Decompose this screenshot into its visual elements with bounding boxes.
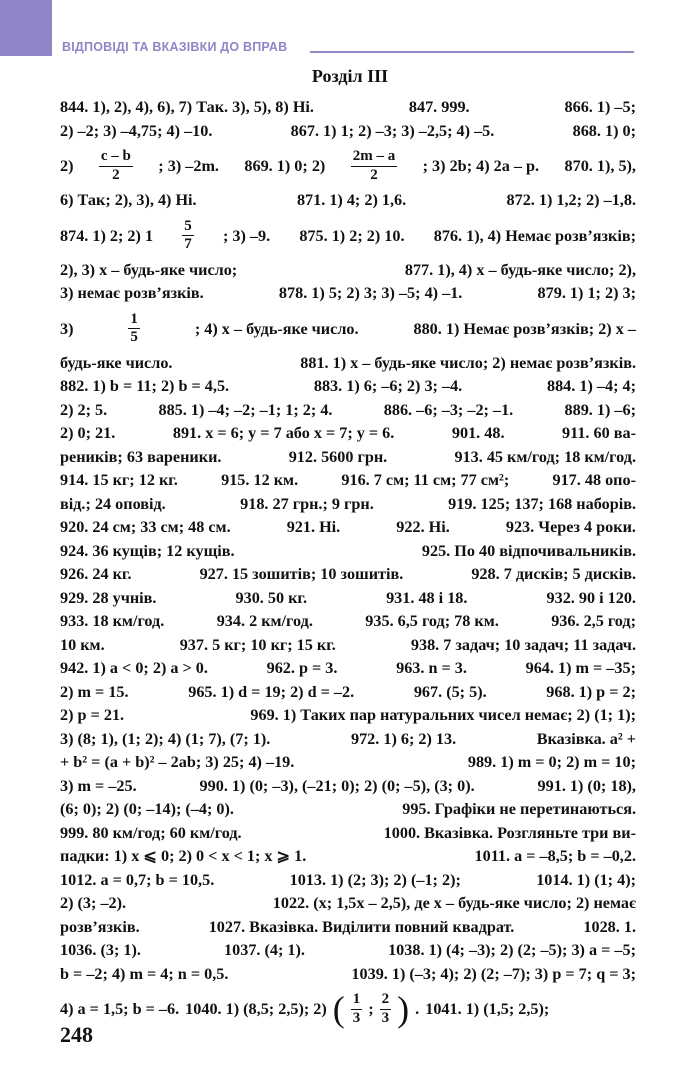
fraction: $\frac{2m - a}{2}$ [352, 148, 396, 183]
text-line [60, 798, 636, 822]
text-segment: 868. 1) 0; [572, 121, 636, 140]
text-line [60, 375, 636, 399]
text-line [60, 189, 636, 213]
text-line [60, 469, 636, 493]
text-line [60, 986, 636, 1032]
text-line [60, 916, 636, 940]
text-segment: 962. p = 3. [266, 659, 338, 677]
text-segment: 4) a = 1,5; b = –6. [60, 1000, 180, 1018]
text-segment: 1038. 1) (4; –3); 2) (2; –5); 3) a = –5; [388, 941, 636, 959]
text-segment: 912. 5600 грн. [288, 447, 388, 466]
text-segment: 990. 1) (0; –3), (–21; 0); 2) (0; –5), (3; 0). [199, 776, 475, 795]
text-segment: 879. 1) 1; 2) 3; [537, 284, 636, 302]
text-line [60, 775, 636, 799]
text-segment: 880. 1) Немає розв’язків; 2) x – [413, 319, 636, 338]
text-line [60, 610, 636, 634]
text-line [60, 939, 636, 963]
text-segment: 2) (3; –2). [60, 894, 127, 912]
text-segment: 925. По 40 відпочивальників. [421, 541, 636, 560]
text-segment: 932. 90 і 120. [546, 588, 636, 607]
text-segment: ; [368, 1000, 374, 1018]
text-line [60, 399, 636, 423]
text-segment: b = –2; 4) m = 4; n = 0,5. [60, 964, 229, 983]
text-segment: 3) (8; 1), (1; 2); 4) (1; 7), (7; 1). [60, 729, 271, 748]
text-segment: 917. 48 опо- [552, 471, 636, 489]
text-line [60, 845, 636, 869]
text-segment: 921. Ні. [286, 518, 341, 536]
text-line [60, 446, 636, 470]
text-segment: розв’язків. [60, 917, 140, 936]
text-segment: 926. 24 кг. [60, 565, 132, 583]
text-segment: 929. 28 учнів. [60, 588, 157, 607]
text-segment: 923. Через 4 роки. [505, 518, 636, 536]
text-segment: 871. 1) 4; 2) 1,6. [296, 191, 407, 209]
text-segment: 935. 6,5 год; 78 км. [365, 612, 499, 630]
text-line [60, 657, 636, 681]
text-segment: 1041. 1) (1,5; 2,5); [425, 1000, 550, 1018]
text-line [60, 728, 636, 752]
text-line [60, 306, 636, 352]
text-segment: 927. 15 зошитів; 10 зошитів. [199, 565, 404, 583]
text-segment: 876. 1), 4) Немає розв’язків; [433, 226, 636, 245]
text-segment: 967. (5; 5). [413, 682, 487, 701]
text-segment: 914. 15 кг; 12 кг. [60, 471, 178, 489]
corner-accent-block [0, 0, 52, 56]
text-line [60, 869, 636, 893]
text-segment: 942. 1) a < 0; 2) a > 0. [60, 659, 208, 677]
text-segment: 1027. Вказівка. Виділити повний квадрат. [208, 917, 515, 936]
big-parenthesis: ( [332, 989, 345, 1029]
answers-text [60, 96, 636, 1032]
text-segment: 936. 2,5 год; [551, 612, 636, 630]
text-segment: 891. x = 6; y = 7 або x = 7; y = 6. [172, 424, 395, 442]
text-segment: 878. 1) 5; 2) 3; 3) –5; 4) –1. [278, 284, 463, 302]
text-segment: реників; 63 вареники. [60, 447, 222, 466]
text-line [60, 892, 636, 916]
text-segment: 889. 1) –6; [564, 400, 636, 419]
text-line [60, 681, 636, 705]
text-segment: 913. 45 км/год; 18 км/год. [454, 447, 636, 466]
text-segment: 2) 2; 5. [60, 400, 108, 419]
fraction: $\frac{c - b}{2}$ [100, 148, 131, 183]
text-segment: 922. Ні. [396, 518, 450, 536]
text-segment: 965. 1) d = 19; 2) d = –2. [188, 682, 355, 701]
text-segment: 919. 125; 137; 168 наборів. [448, 494, 636, 513]
text-segment: Вказівка. a² + [536, 729, 636, 748]
text-line [60, 96, 636, 120]
fraction: $\frac{2}{3}$ [381, 991, 390, 1026]
fraction: $\frac{5}{7}$ [184, 217, 192, 252]
text-segment: 963. n = 3. [396, 659, 467, 677]
text-line [60, 352, 636, 376]
text-segment: 1012. a = 0,7; b = 10,5. [60, 870, 215, 889]
text-segment: (6; 0); 2) (0; –14); (–4; 0). [60, 800, 234, 818]
text-segment: 924. 36 кущів; 12 кущів. [60, 541, 235, 560]
text-segment: 920. 24 см; 33 см; 48 см. [60, 518, 231, 536]
running-header: ВІДПОВІДІ ТА ВКАЗІВКИ ДО ВПРАВ [62, 40, 288, 54]
text-line [60, 120, 636, 144]
text-segment: 6) Так; 2), 3), 4) Ні. [60, 191, 197, 209]
text-segment: 1014. 1) (1; 4); [536, 870, 636, 889]
text-segment: + b² = (a + b)² – 2ab; 3) 25; 4) –19. [60, 753, 295, 771]
text-segment: 972. 1) 6; 2) 13. [350, 729, 457, 748]
text-segment: 867. 1) 1; 2) –3; 3) –2,5; 4) –5. [290, 121, 495, 140]
text-segment: 901. 48. [451, 424, 505, 442]
text-segment: 2) –2; 3) –4,75; 4) –10. [60, 121, 213, 140]
text-segment: 844. 1), 2), 4), 6), 7) Так. 3), 5), 8) Ні. [60, 98, 314, 116]
text-segment: 915. 12 км. [221, 471, 299, 489]
text-segment: 934. 2 км/год. [216, 612, 313, 630]
text-segment: 869. 1) 0; 2) [244, 157, 326, 175]
text-segment: 995. Графіки не перетинаються. [402, 800, 636, 818]
fraction: $\frac{1}{5}$ [130, 310, 138, 345]
text-segment: 1000. Вказівка. Розгляньте три ви- [383, 823, 636, 842]
text-segment: 882. 1) b = 11; 2) b = 4,5. [60, 377, 230, 395]
text-segment: 931. 48 і 18. [386, 588, 468, 607]
text-segment: 1011. a = –8,5; b = –0,2. [474, 847, 636, 865]
text-line [60, 143, 636, 189]
text-segment: 3) [60, 319, 74, 338]
text-segment: 964. 1) m = –35; [525, 659, 636, 677]
text-segment: 877. 1), 4) x – будь-яке число; 2), [404, 260, 636, 279]
text-segment: 930. 50 кг. [235, 588, 308, 607]
text-segment: 999. 80 км/год; 60 км/год. [60, 823, 242, 842]
text-segment: будь-яке число. [60, 353, 173, 372]
text-segment: 969. 1) Таких пар натуральних чисел немає; 2) (1; 1); [250, 706, 636, 724]
text-line [60, 493, 636, 517]
text-segment: 918. 27 грн.; 9 грн. [240, 494, 374, 513]
text-segment: 1037. (4; 1). [224, 941, 305, 959]
text-segment: 1022. (x; 1,5x – 2,5), де x – будь-яке число; 2) немає [272, 894, 636, 912]
text-line [60, 587, 636, 611]
text-segment: 847. 999. [408, 98, 470, 116]
text-segment: 885. 1) –4; –2; –1; 1; 2; 4. [158, 400, 333, 419]
text-segment: 2) [60, 157, 74, 175]
text-segment: 991. 1) (0; 18), [537, 776, 636, 795]
text-segment: 3) m = –25. [60, 776, 137, 795]
text-line [60, 213, 636, 259]
text-line [60, 704, 636, 728]
text-segment: 3) немає розв’язків. [60, 284, 204, 302]
text-segment: 1028. 1. [583, 917, 636, 936]
header-rule [310, 51, 634, 53]
text-segment: 883. 1) 6; –6; 2) 3; –4. [313, 377, 463, 395]
text-segment: 866. 1) –5; [564, 98, 636, 116]
text-segment: 1013. 1) (2; 3); 2) (–1; 2); [289, 870, 461, 889]
text-segment: 2) p = 21. [60, 706, 125, 724]
text-segment: 2), 3) x – будь-яке число; [60, 260, 238, 279]
text-segment: ; 3) 2b; 4) 2a – p. [422, 157, 540, 175]
text-segment: 916. 7 см; 11 см; 77 см²; [341, 471, 510, 489]
text-segment: 872. 1) 1,2; 2) –1,8. [506, 191, 636, 209]
text-segment: 10 км. [60, 635, 105, 654]
page-number: 248 [60, 1022, 93, 1047]
text-segment: 884. 1) –4; 4; [546, 377, 636, 395]
text-line [60, 540, 636, 564]
text-segment: 1039. 1) (–3; 4); 2) (2; –7); 3) p = 7; q = 3; [351, 964, 636, 983]
text-line [60, 563, 636, 587]
text-segment: від.; 24 оповід. [60, 494, 166, 513]
text-segment: ; 4) x – будь-яке число. [194, 319, 359, 338]
big-parenthesis: ) [397, 989, 410, 1029]
text-segment: 968. 1) p = 2; [546, 682, 636, 701]
text-segment: 886. –6; –3; –2; –1. [383, 400, 514, 419]
text-line [60, 963, 636, 987]
text-segment: ; 3) –2m. [158, 157, 219, 175]
text-line [60, 282, 636, 306]
text-segment: 870. 1), 5), [564, 157, 636, 175]
text-segment: 2) m = 15. [60, 682, 129, 701]
text-line [60, 751, 636, 775]
text-line [60, 634, 636, 658]
text-segment: 938. 7 задач; 10 задач; 11 задач. [410, 635, 636, 654]
section-title: Розділ III [311, 66, 389, 86]
text-line [60, 422, 636, 446]
text-line [60, 516, 636, 540]
text-segment: 1040. 1) (8,5; 2,5); 2) [185, 1000, 327, 1018]
text-segment: 1036. (3; 1). [60, 941, 141, 959]
text-segment: 881. 1) x – будь-яке число; 2) немає розв’язків. [300, 353, 636, 372]
text-segment: падки: 1) x ⩽ 0; 2) 0 < x < 1; x ⩾ 1. [60, 847, 307, 865]
text-line [60, 259, 636, 283]
text-segment: 928. 7 дисків; 5 дисків. [471, 565, 636, 583]
text-segment: . [415, 1000, 420, 1018]
text-segment: 875. 1) 2; 2) 10. [299, 226, 405, 245]
fraction: $\frac{1}{3}$ [352, 991, 361, 1026]
text-segment: 2) 0; 21. [60, 424, 116, 442]
text-segment: 911. 60 ва- [562, 424, 636, 442]
text-segment: ; 3) –9. [222, 226, 271, 245]
text-segment: 937. 5 кг; 10 кг; 15 кг. [179, 635, 336, 654]
text-segment: 874. 1) 2; 2) 1 [60, 226, 154, 245]
text-segment: 933. 18 км/год. [60, 612, 165, 630]
text-line [60, 822, 636, 846]
text-segment: 989. 1) m = 0; 2) m = 10; [467, 753, 636, 771]
